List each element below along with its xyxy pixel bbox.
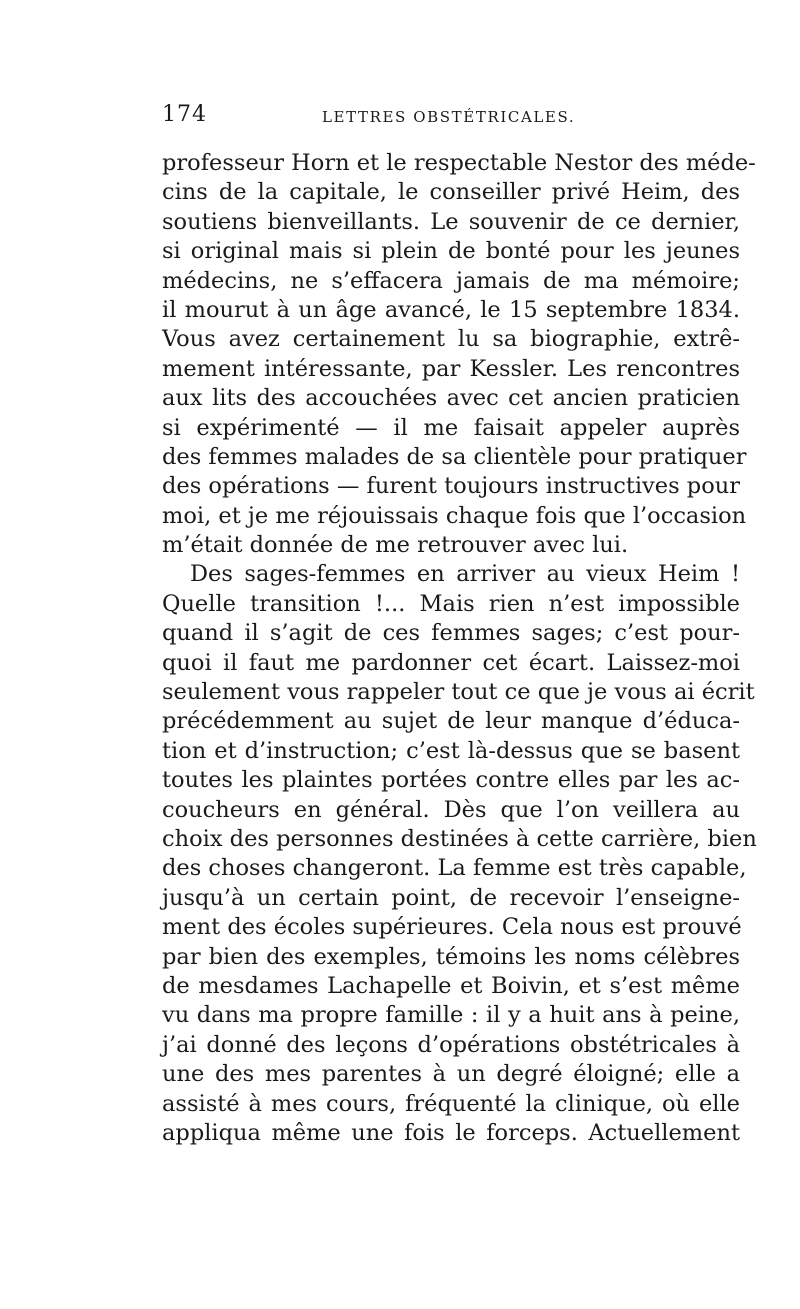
running-title: LETTRES OBSTÉTRICALES. <box>322 108 576 126</box>
text-line: professeur Horn et le respectable Nestor des méde- <box>162 150 756 176</box>
paragraph-start-line: Des sages-femmes en arriver au vieux Heim ! <box>190 561 740 588</box>
text-line: quoi il faut me pardonner cet écart. Laissez-moi <box>162 649 740 676</box>
text-line: j’ai donné des leçons d’opérations obstétricales à <box>162 1031 740 1058</box>
text-line: appliqua même une fois le forceps. Actuellement <box>162 1119 740 1146</box>
text-line: soutiens bienveillants. Le souvenir de ce dernier, <box>162 208 740 235</box>
text-line: précédemment au sujet de leur manque d’éduca- <box>162 708 740 735</box>
text-line: des femmes malades de sa clientèle pour pratiquer <box>162 443 747 470</box>
text-line: choix des personnes destinées à cette carrière, bien <box>162 825 757 852</box>
text-line: mement intéressante, par Kessler. Les rencontres <box>162 355 740 382</box>
page-number: 174 <box>162 102 207 127</box>
text-line: jusqu’à un certain point, de recevoir l’enseigne- <box>162 884 740 911</box>
text-line: assisté à mes cours, fréquenté la clinique, où elle <box>162 1090 740 1117</box>
text-line: Vous avez certainement lu sa biographie, extrê- <box>162 326 740 353</box>
paragraph-end-line: m’était donnée de me retrouver avec lui. <box>162 532 629 559</box>
text-line: tion et d’instruction; c’est là-dessus que se basent <box>162 737 740 764</box>
text-line: quand il s’agit de ces femmes sages; c’est pour- <box>162 620 740 647</box>
text-line: si expérimenté — il me faisait appeler auprès <box>162 414 740 441</box>
text-line: seulement vous rappeler tout ce que je vous ai écrit <box>162 679 755 706</box>
text-line: moi, et je me réjouissais chaque fois que l’occasion <box>162 502 747 529</box>
text-line: par bien des exemples, témoins les noms célèbres <box>162 943 740 970</box>
text-line: médecins, ne s’effacera jamais de ma mémoire; <box>162 267 740 294</box>
text-line: aux lits des accouchées avec cet ancien praticien <box>162 385 740 412</box>
text-line: vu dans ma propre famille : il y a huit ans à peine, <box>162 1002 740 1029</box>
text-line: Quelle transition !... Mais rien n’est impossible <box>162 590 740 617</box>
text-line: toutes les plaintes portées contre elles par les ac- <box>162 767 740 794</box>
text-line: des choses changeront. La femme est très capable, <box>162 855 747 882</box>
text-line: de mesdames Lachapelle et Boivin, et s’est même <box>162 972 740 999</box>
text-line: cins de la capitale, le conseiller privé Heim, des <box>162 179 740 206</box>
text-line: il mourut à un âge avancé, le 15 septembre 1834. <box>162 296 740 323</box>
text-line: des opérations — furent toujours instructives pour <box>162 473 740 500</box>
body-text <box>162 149 757 1148</box>
text-line: coucheurs en général. Dès que l’on veillera au <box>162 796 740 823</box>
text-line: ment des écoles supérieures. Cela nous est prouvé <box>162 914 742 941</box>
text-line: une des mes parentes à un degré éloigné; elle a <box>162 1061 740 1088</box>
page-header <box>162 102 740 134</box>
text-line: si original mais si plein de bonté pour les jeunes <box>162 238 740 265</box>
